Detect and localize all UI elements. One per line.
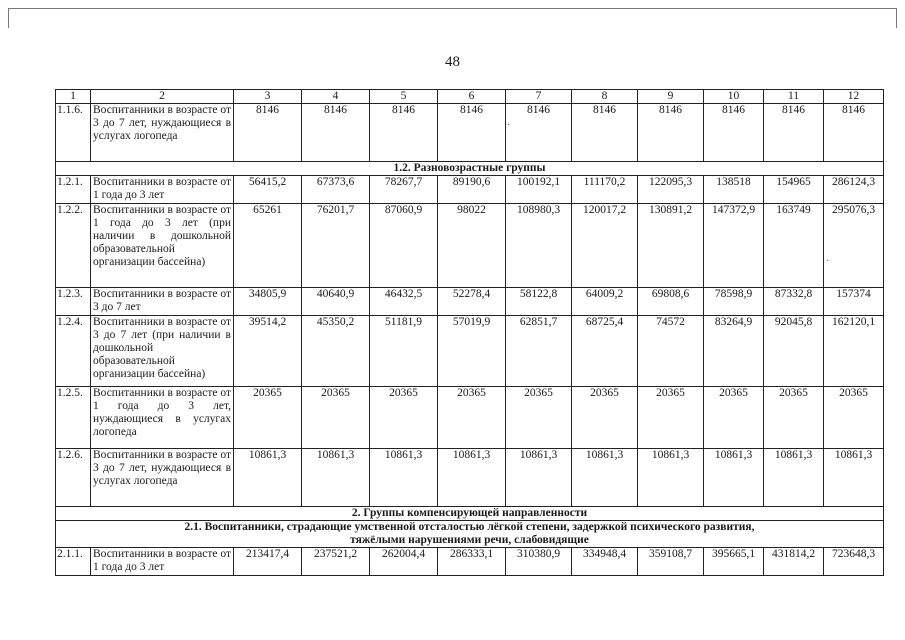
- value-cell: 78598,9: [704, 288, 764, 316]
- value-cell: 120017,2: [572, 204, 638, 288]
- value-cell: 20365: [370, 387, 438, 449]
- table-row: [56, 548, 884, 576]
- header-cell: 5: [370, 90, 438, 104]
- value-cell: 92045,8: [764, 316, 824, 387]
- value-cell: 20365: [638, 387, 704, 449]
- value-cell: 10861,3: [302, 449, 370, 507]
- value-cell: 8146: [704, 104, 764, 162]
- value-cell: 20365: [824, 387, 884, 449]
- value-cell: 87332,8: [764, 288, 824, 316]
- value-cell: 98022: [438, 204, 506, 288]
- value-cell: 8146: [438, 104, 506, 162]
- row-description: Воспитанники в возрасте от 3 до 7 лет, нуждающиеся в услугах логопеда: [91, 449, 234, 507]
- header-row: [56, 90, 884, 104]
- value-cell: 10861,3: [438, 449, 506, 507]
- value-cell: 108980,3: [506, 204, 572, 288]
- value-cell: 8146: [302, 104, 370, 162]
- table-row: [56, 316, 884, 387]
- value-cell: 130891,2: [638, 204, 704, 288]
- value-cell: 40640,9: [302, 288, 370, 316]
- value-cell: 10861,3: [824, 449, 884, 507]
- value-cell: 8146: [764, 104, 824, 162]
- section-heading: 2.1. Воспитанники, страдающие умственной отсталостью лёгкой степени, задержкой психического развития, тяжёлыми нарушениями речи, слабовидящие: [56, 521, 884, 548]
- value-cell: 34805,9: [234, 288, 302, 316]
- value-cell: 162120,1: [824, 316, 884, 387]
- value-cell: 723648,3: [824, 548, 884, 576]
- value-cell: 8146: [370, 104, 438, 162]
- header-cell: 8: [572, 90, 638, 104]
- value-cell: 8146: [638, 104, 704, 162]
- value-cell: 20365: [234, 387, 302, 449]
- value-cell: 10861,3: [370, 449, 438, 507]
- value-cell: 20365: [506, 387, 572, 449]
- scan-border-top: [8, 8, 897, 9]
- value-cell: 83264,9: [704, 316, 764, 387]
- row-code: 1.2.1.: [56, 176, 91, 204]
- value-cell: 262004,4: [370, 548, 438, 576]
- value-cell: 154965: [764, 176, 824, 204]
- value-cell: 51181,9: [370, 316, 438, 387]
- value-cell: 310380,9: [506, 548, 572, 576]
- scan-speck: ·: [507, 120, 511, 131]
- value-cell: 122095,3: [638, 176, 704, 204]
- value-cell: 20365: [438, 387, 506, 449]
- value-cell: 20365: [572, 387, 638, 449]
- value-cell: 89190,6: [438, 176, 506, 204]
- value-cell: 10861,3: [764, 449, 824, 507]
- value-cell: 39514,2: [234, 316, 302, 387]
- value-cell: 100192,1: [506, 176, 572, 204]
- value-cell: 20365: [764, 387, 824, 449]
- row-code: 1.1.6.: [56, 104, 91, 162]
- value-cell: 62851,7: [506, 316, 572, 387]
- value-cell: 237521,2: [302, 548, 370, 576]
- value-cell: 76201,7: [302, 204, 370, 288]
- header-cell: 2: [91, 90, 234, 104]
- scan-border-left: [8, 8, 9, 28]
- table-row: [56, 449, 884, 507]
- row-description: Воспитанники в возрасте от 3 до 7 лет (при наличии в дошкольной образовательной организации бассейна): [91, 316, 234, 387]
- table-row: [56, 176, 884, 204]
- section-row: [56, 507, 884, 521]
- value-cell: 8146: [506, 104, 572, 162]
- value-cell: 395665,1: [704, 548, 764, 576]
- value-cell: 56415,2: [234, 176, 302, 204]
- value-cell: 431814,2: [764, 548, 824, 576]
- scan-speck: ·: [826, 256, 830, 267]
- value-cell: 20365: [302, 387, 370, 449]
- section-heading: 2. Группы компенсирующей направленности: [56, 507, 884, 521]
- value-cell: 213417,4: [234, 548, 302, 576]
- table-row: [56, 288, 884, 316]
- value-cell: 111170,2: [572, 176, 638, 204]
- value-cell: 64009,2: [572, 288, 638, 316]
- value-cell: 147372,9: [704, 204, 764, 288]
- value-cell: 10861,3: [572, 449, 638, 507]
- section-heading: 1.2. Разновозрастные группы: [56, 162, 884, 176]
- value-cell: 65261: [234, 204, 302, 288]
- value-cell: 52278,4: [438, 288, 506, 316]
- value-cell: 74572: [638, 316, 704, 387]
- header-cell: 9: [638, 90, 704, 104]
- value-cell: 78267,7: [370, 176, 438, 204]
- value-cell: 163749: [764, 204, 824, 288]
- row-description: Воспитанники в возрасте от 3 до 7 лет: [91, 288, 234, 316]
- row-description: Воспитанники в возрасте от 1 года до 3 лет, нуждающиеся в услугах логопеда: [91, 387, 234, 449]
- table-row: [56, 387, 884, 449]
- tariff-table: [55, 89, 884, 576]
- value-cell: 295076,3: [824, 204, 884, 288]
- value-cell: 10861,3: [704, 449, 764, 507]
- table-row: [56, 204, 884, 288]
- value-cell: 157374: [824, 288, 884, 316]
- value-cell: 46432,5: [370, 288, 438, 316]
- value-cell: 286333,1: [438, 548, 506, 576]
- row-code: 1.2.2.: [56, 204, 91, 288]
- value-cell: 68725,4: [572, 316, 638, 387]
- section-row: [56, 162, 884, 176]
- value-cell: 10861,3: [234, 449, 302, 507]
- header-cell: 4: [302, 90, 370, 104]
- value-cell: 10861,3: [638, 449, 704, 507]
- value-cell: 57019,9: [438, 316, 506, 387]
- scan-border-right: [896, 8, 897, 28]
- value-cell: 67373,6: [302, 176, 370, 204]
- value-cell: 8146: [234, 104, 302, 162]
- value-cell: 87060,9: [370, 204, 438, 288]
- row-code: 1.2.6.: [56, 449, 91, 507]
- value-cell: 8146: [572, 104, 638, 162]
- value-cell: 69808,6: [638, 288, 704, 316]
- row-code: 1.2.3.: [56, 288, 91, 316]
- table-row: [56, 104, 884, 162]
- row-description: Воспитанники в возрасте от 1 года до 3 лет: [91, 176, 234, 204]
- header-cell: 7: [506, 90, 572, 104]
- row-description: Воспитанники в возрасте от 3 до 7 лет, нуждающиеся в услугах логопеда: [91, 104, 234, 162]
- row-code: 1.2.5.: [56, 387, 91, 449]
- row-description: Воспитанники в возрасте от 1 года до 3 лет (при наличии в дошкольной образовательной организации бассейна): [91, 204, 234, 288]
- row-code: 2.1.1.: [56, 548, 91, 576]
- value-cell: 286124,3: [824, 176, 884, 204]
- section-row: [56, 521, 884, 548]
- value-cell: 20365: [704, 387, 764, 449]
- value-cell: 58122,8: [506, 288, 572, 316]
- header-cell: 12: [824, 90, 884, 104]
- header-cell: 6: [438, 90, 506, 104]
- page-number: 48: [445, 54, 460, 70]
- header-cell: 1: [56, 90, 91, 104]
- row-description: Воспитанники в возрасте от 1 года до 3 лет: [91, 548, 234, 576]
- header-cell: 3: [234, 90, 302, 104]
- value-cell: 138518: [704, 176, 764, 204]
- value-cell: 334948,4: [572, 548, 638, 576]
- value-cell: 10861,3: [506, 449, 572, 507]
- row-code: 1.2.4.: [56, 316, 91, 387]
- header-cell: 11: [764, 90, 824, 104]
- value-cell: 45350,2: [302, 316, 370, 387]
- value-cell: 8146: [824, 104, 884, 162]
- value-cell: 359108,7: [638, 548, 704, 576]
- header-cell: 10: [704, 90, 764, 104]
